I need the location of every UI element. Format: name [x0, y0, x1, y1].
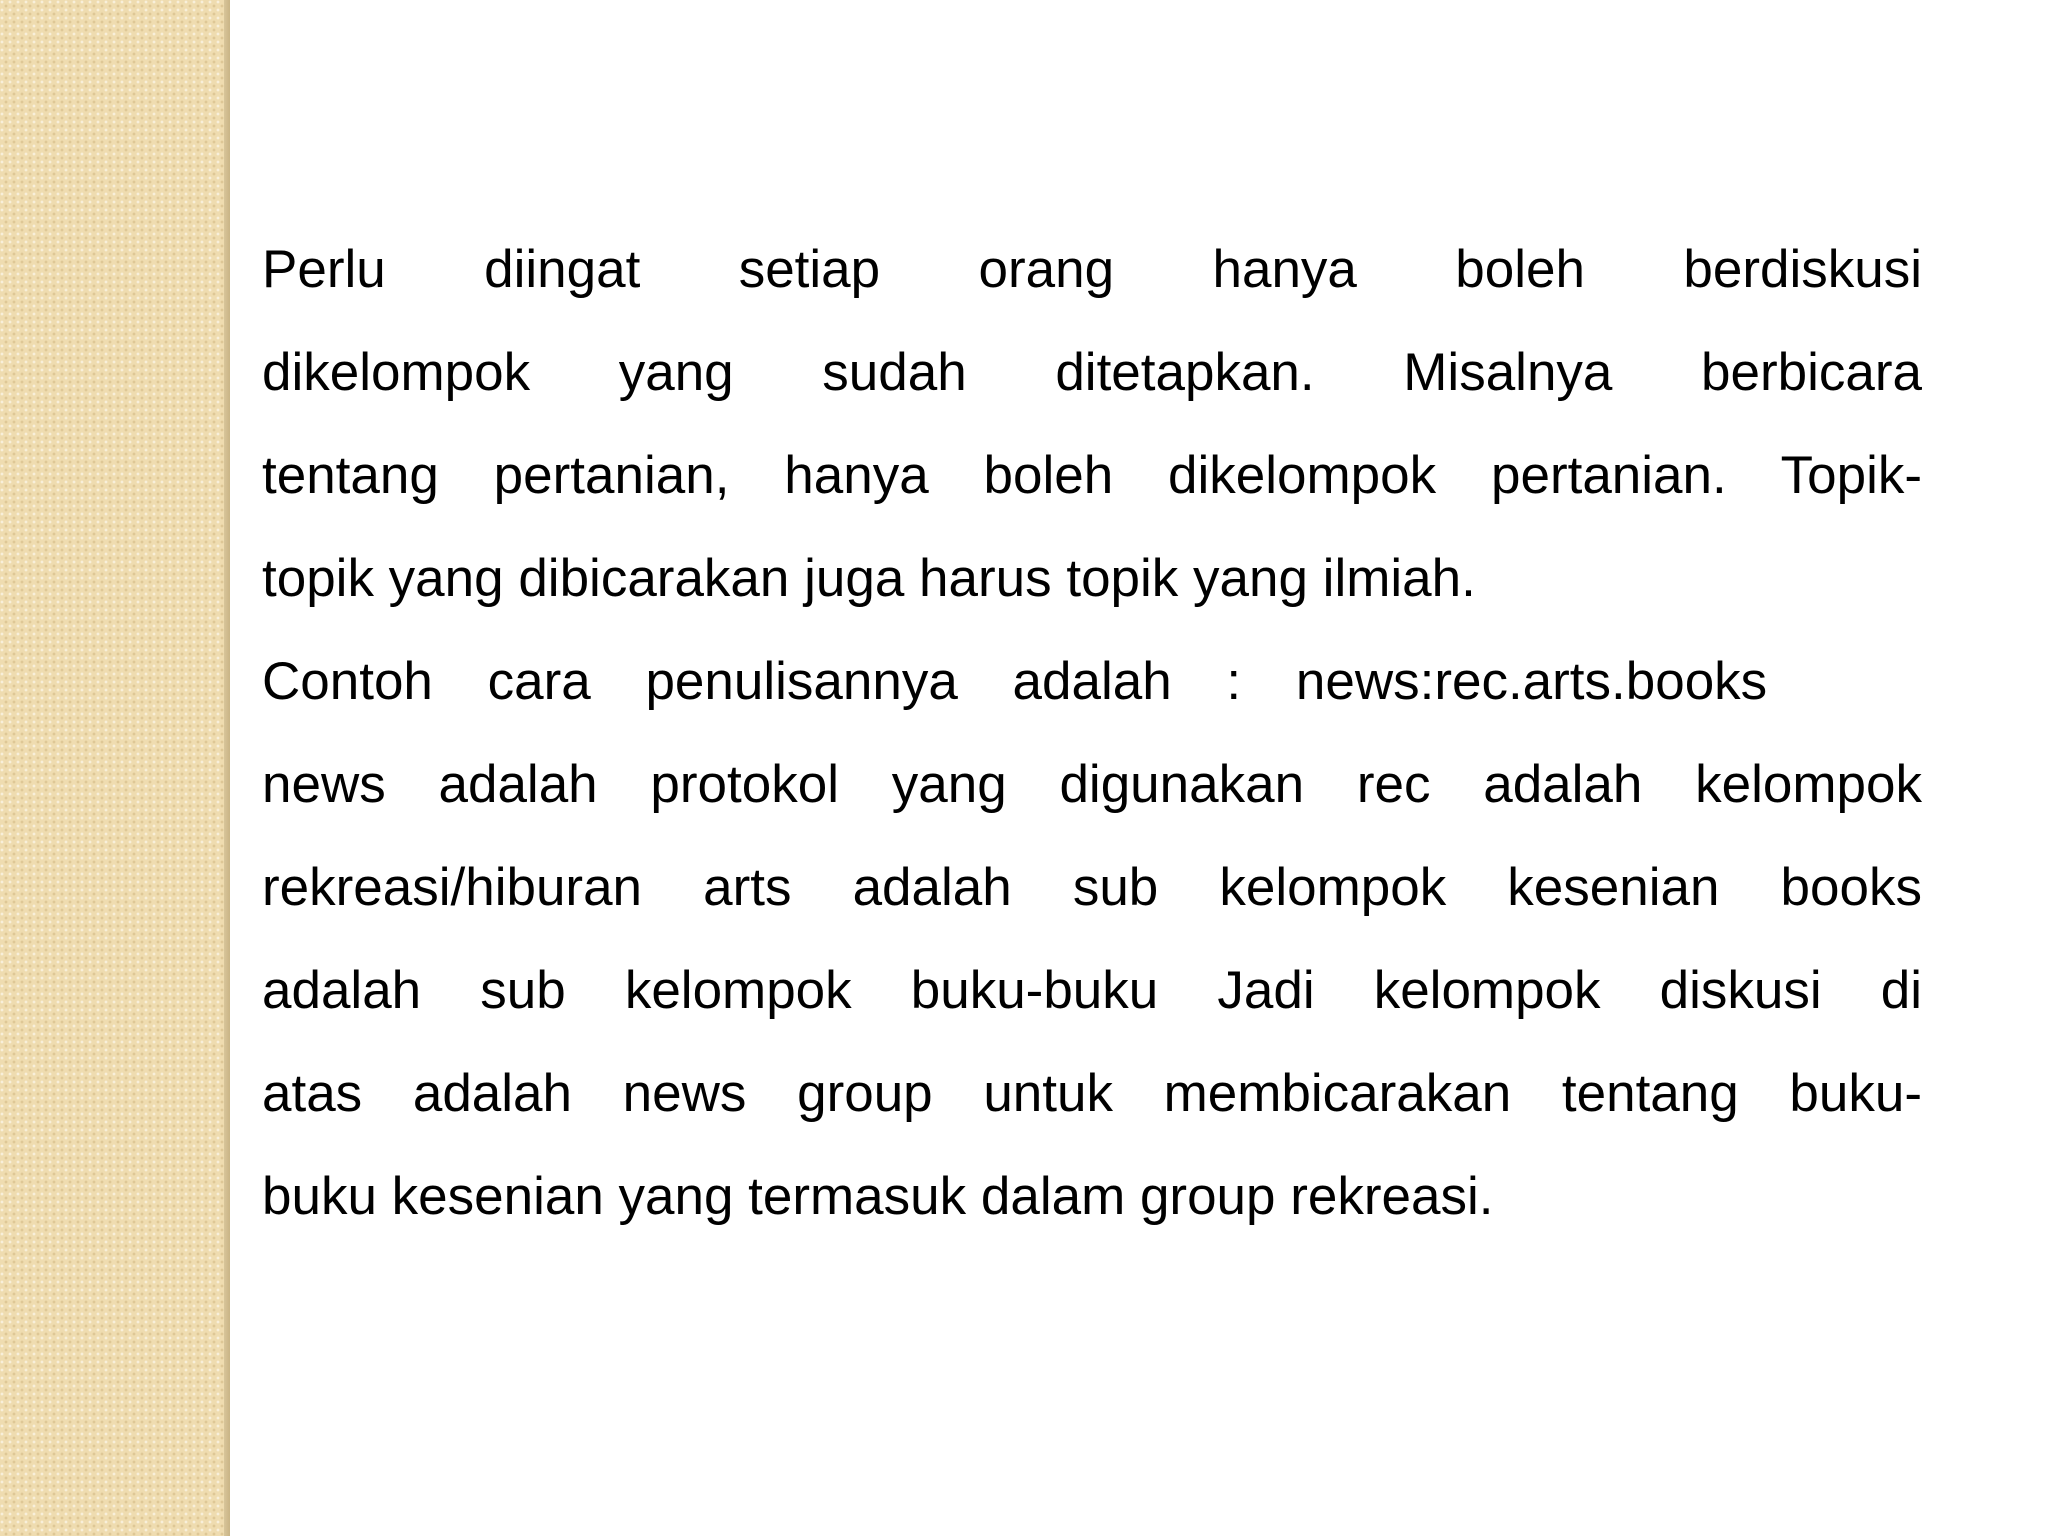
text-line: buku kesenian yang termasuk dalam group rekreasi.	[262, 1167, 1494, 1226]
slide-body-text	[262, 218, 1922, 1248]
text-line: adalah sub kelompok buku-buku Jadi kelompok diskusi di	[262, 961, 1922, 1020]
text-line: rekreasi/hiburan arts adalah sub kelompok kesenian books	[262, 858, 1922, 917]
text-line: topik yang dibicarakan juga harus topik yang ilmiah.	[262, 549, 1476, 608]
text-line: Perlu diingat setiap orang hanya boleh berdiskusi	[262, 240, 1922, 299]
text-line: atas adalah news group untuk membicarakan tentang buku-	[262, 1064, 1922, 1123]
text-line: dikelompok yang sudah ditetapkan. Misalnya berbicara	[262, 343, 1922, 402]
side-band-edge	[224, 0, 230, 1536]
decorative-side-band	[0, 0, 224, 1536]
text-line: tentang pertanian, hanya boleh dikelompok pertanian. Topik-	[262, 446, 1922, 505]
text-line: Contoh cara penulisannya adalah : news:rec.arts.books	[262, 652, 1768, 711]
text-line: news adalah protokol yang digunakan rec adalah kelompok	[262, 755, 1922, 814]
